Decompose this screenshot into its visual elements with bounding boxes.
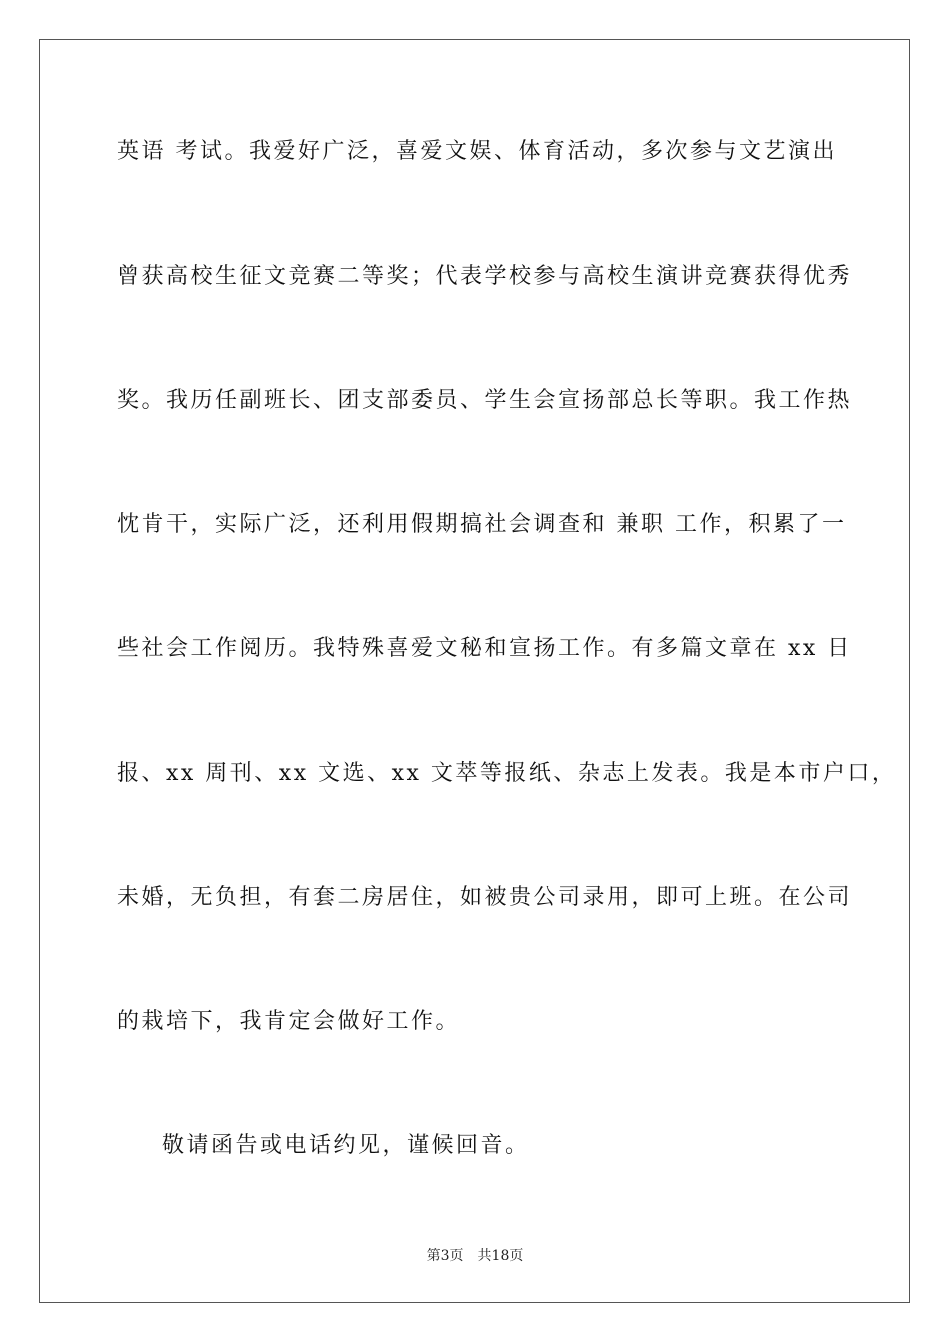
body-line-2: 曾获高校生征文竞赛二等奖；代表学校参与高校生演讲竞赛获得优秀	[117, 264, 853, 289]
page-number-footer: 第3页 共18页	[426, 1248, 524, 1264]
body-line-4: 忱肯干，实际广泛，还利用假期搞社会调查和 兼职 工作，积累了一	[117, 512, 847, 537]
body-line-5: 些社会工作阅历。我特殊喜爱文秘和宣扬工作。有多篇文章在 xx 日	[117, 636, 852, 661]
body-line-7: 未婚，无负担，有套二房居住，如被贵公司录用，即可上班。在公司	[117, 885, 853, 910]
body-line-3: 奖。我历任副班长、团支部委员、学生会宣扬部总长等职。我工作热	[117, 388, 853, 413]
page-border	[39, 39, 910, 1303]
body-line-1: 英语 考试。我爱好广泛，喜爱文娱、体育活动，多次参与文艺演出	[117, 139, 837, 164]
body-line-8: 的栽培下，我肯定会做好工作。	[117, 1009, 461, 1034]
body-line-6: 报、xx 周刊、xx 文选、xx 文萃等报纸、杂志上发表。我是本市户口，	[117, 761, 897, 786]
closing-line: 敬请函告或电话约见，谨候回音。	[162, 1133, 530, 1158]
